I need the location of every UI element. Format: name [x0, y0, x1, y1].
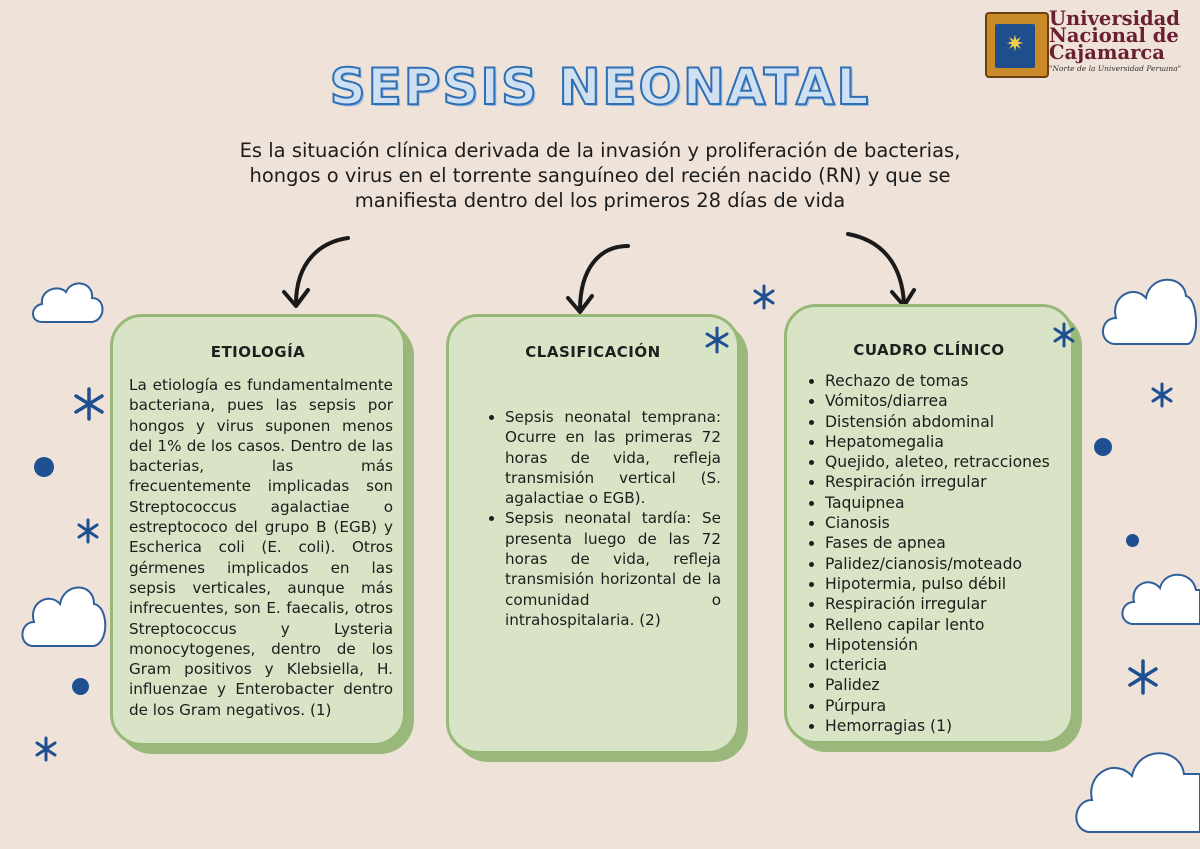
university-name [1049, 7, 1199, 64]
clinical-sign-item: • Hemorragias (1) [825, 716, 1073, 736]
clinical-sign-item: • Respiración irregular [825, 472, 1073, 492]
university-motto: "Norte de la Universidad Peruana" [1049, 64, 1182, 73]
card-clasificacion [446, 314, 740, 754]
clinical-sign-item: • Vómitos/diarrea [825, 391, 1073, 411]
card-etiologia [110, 314, 406, 746]
clinical-sign-item: • Fases de apnea [825, 533, 1073, 553]
card-cuadro-title: CUADRO CLÍNICO [853, 341, 1005, 359]
university-name-line2: Nacional de [1049, 24, 1179, 47]
university-shield-icon: ✷ [985, 12, 1049, 78]
clinical-signs-list [805, 371, 1073, 736]
asterisk-icon [72, 386, 106, 422]
university-logo [985, 7, 1197, 76]
arrow-clasificacion-icon [580, 246, 628, 310]
asterisk-icon [76, 518, 100, 544]
clinical-sign-item: • Hipotensión [825, 635, 1073, 655]
clinical-sign-item: • Cianosis [825, 513, 1073, 533]
card-clasificacion-body [485, 407, 721, 630]
dot-icon [72, 678, 89, 695]
clinical-sign-item: • Palidez/cianosis/moteado [825, 554, 1073, 574]
asterisk-icon [704, 326, 730, 354]
clinical-sign-item: • Respiración irregular [825, 594, 1073, 614]
cloud-icon [28, 272, 108, 332]
clinical-sign-item: • Relleno capilar lento [825, 615, 1073, 635]
dot-icon [1126, 534, 1139, 547]
clinical-sign-item: • Quejido, aleteo, retracciones [825, 452, 1073, 472]
cloud-icon [1118, 560, 1200, 630]
intro-text: Es la situación clínica derivada de la invasión y proliferación de bacterias, hongos o virus en el torrente sanguíneo del recién nacido (RN) y que se manifiesta dentro del los primeros 28 días de vida [239, 139, 961, 212]
clinical-sign-item: • Distensión abdominal [825, 412, 1073, 432]
card-etiologia-title: ETIOLOGÍA [210, 343, 306, 361]
arrow-cuadro-icon [848, 234, 904, 304]
page-title: SEPSIS NEONATAL [329, 58, 871, 116]
asterisk-icon [34, 736, 58, 762]
arrow-etiologia-icon [296, 238, 348, 304]
asterisk-icon [1150, 382, 1174, 408]
clinical-sign-item: • Hepatomegalia [825, 432, 1073, 452]
clasificacion-item-tardia: • Sepsis neonatal tardía: Se presenta luego de las 72 horas de vida, refleja transmisión horizontal de la comunidad o intrahospitalaria. (2) [505, 508, 721, 630]
clinical-sign-item: • Púrpura [825, 696, 1073, 716]
clinical-sign-item: • Palidez [825, 675, 1073, 695]
cloud-icon [1098, 262, 1200, 352]
clinical-sign-item: • Rechazo de tomas [825, 371, 1073, 391]
clinical-sign-item: • Taquipnea [825, 493, 1073, 513]
clinical-sign-item: • Hipotermia, pulso débil [825, 574, 1073, 594]
cloud-icon [18, 570, 110, 654]
dot-icon [1094, 438, 1112, 456]
card-cuadro-body [805, 371, 1073, 736]
university-name-line1: Universidad [1049, 7, 1180, 30]
clasificacion-item-temprana: • Sepsis neonatal temprana: Ocurre en las primeras 72 horas de vida, refleja transmisión vertical (S. agalactiae o EGB). [505, 407, 721, 508]
cloud-icon [1070, 728, 1200, 838]
asterisk-icon [1126, 658, 1160, 696]
dot-icon [34, 457, 54, 477]
card-cuadro [784, 304, 1074, 744]
clinical-sign-item: • Ictericia [825, 655, 1073, 675]
card-etiologia-text: La etiología es fundamentalmente bacteriana, pues las sepsis por hongos y virus suponen menos del 1% de los casos. Dentro de las bacterias, las más frecuentemente implicadas son Streptococcus agalactiae o estreptococo del grupo B (EGB) y Escherica coli (E. coli). Otros gérmenes implicados en las sepsis verticales, aunque más infrecuentes, son E. faecalis, otros Streptococcus y Lysteria monocytogenes, dentro de los Gram positivos y Klebsiella, H. influenzae y Enterobacter dentro de los Gram negativos. (1) [129, 376, 393, 719]
card-clasificacion-title: CLASIFICACIÓN [525, 343, 661, 361]
asterisk-icon [1052, 322, 1076, 348]
university-name-line3: Cajamarca [1049, 41, 1165, 64]
asterisk-icon [752, 284, 776, 310]
